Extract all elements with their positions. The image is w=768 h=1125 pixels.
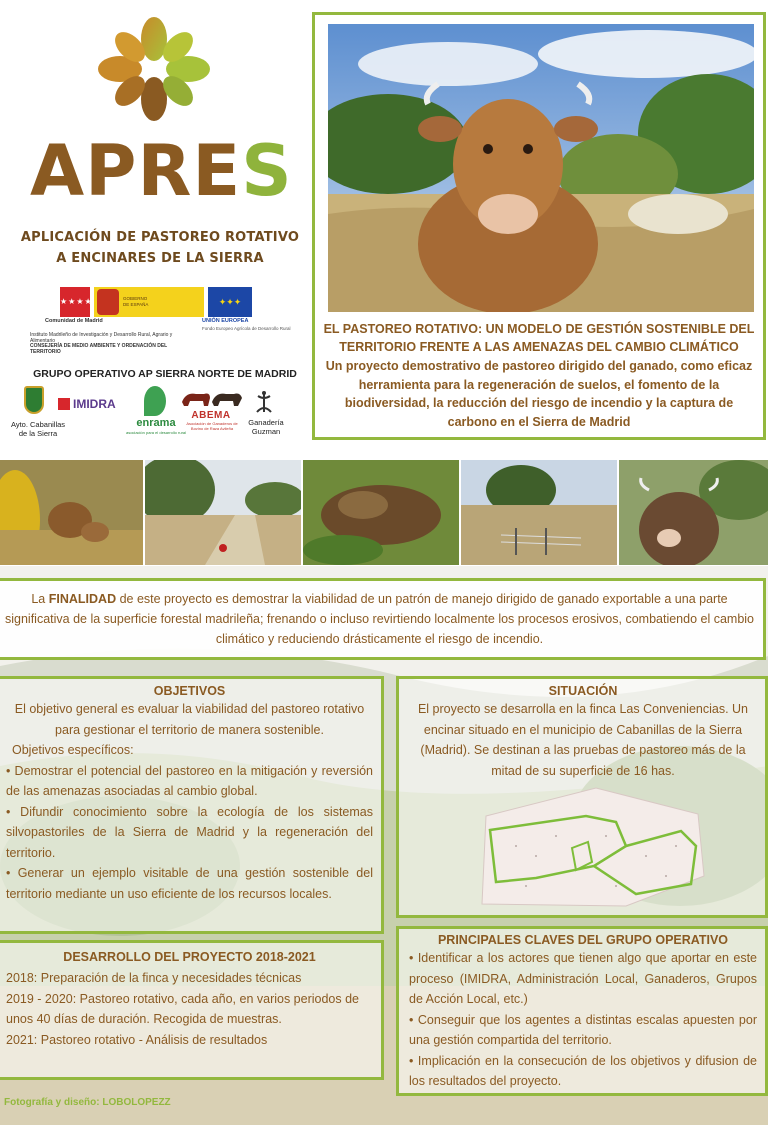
eu-fund-label: Fondo Europeo Agrícola de Desarrollo Rural bbox=[202, 326, 291, 331]
desarrollo-panel bbox=[0, 940, 384, 1080]
claves-item: • Implicación en la consecución de los objetivos y difusion de los resultados del proyecto. bbox=[409, 1053, 757, 1088]
objetivos-specific-heading: Objetivos específicos: bbox=[12, 743, 134, 757]
objetivos-general: El objetivo general es evaluar la viabilidad del pastoreo rotativo para gestionar el territorio de manera sostenible. bbox=[14, 702, 365, 737]
apres-title-main: APRE bbox=[30, 130, 242, 212]
strip-photo-path bbox=[145, 460, 301, 565]
claves-item: • Identificar a los actores que tienen algo que aportar en este proceso (IMIDRA, Administración Local, Ganaderos, Grupos de Acción Local, etc.) bbox=[409, 951, 757, 1006]
finca-plot-map bbox=[476, 786, 708, 910]
finalidad-text: de este proyecto es demostrar la viabilidad de un patrón de manejo dirigido de ganado exportable a una parte significativa de la superficie forestal madrileña; frenando o incluso revirtiendo localmente los procesos erosivos, combatiendo el cambio climático y reduciendo drásticamente el riesgo de incendio. bbox=[5, 592, 754, 646]
subtitle-line-1: APLICACIÓN DE PASTOREO ROTATIVO bbox=[20, 230, 300, 245]
desarrollo-item: 2018: Preparación de la finca y necesidades técnicas bbox=[6, 971, 302, 985]
abema-cows-icon bbox=[180, 388, 244, 408]
objetivos-panel bbox=[0, 676, 384, 934]
objetivos-item: • Difundir conocimiento sobre la ecología de los sistemas silvopastoriles de la Sierra de Madrid y la regeneración del territorio. bbox=[6, 804, 373, 860]
imidra-name: IMIDRA bbox=[73, 397, 116, 411]
group-title: GRUPO OPERATIVO AP SIERRA NORTE DE MADRID bbox=[33, 368, 297, 380]
cabanillas-shield-icon bbox=[24, 386, 44, 414]
abema-name: ABEMA bbox=[191, 410, 231, 421]
madrid-label: Comunidad de Madrid bbox=[45, 318, 103, 324]
claves-panel bbox=[396, 926, 768, 1096]
apres-flower-logo bbox=[88, 14, 220, 124]
claves-title: PRINCIPALES CLAVES DEL GRUPO OPERATIVO bbox=[437, 933, 729, 947]
madrid-department: CONSEJERÍA DE MEDIO AMBIENTE Y ORDENACIÓN DEL TERRITORIO bbox=[30, 343, 168, 355]
strip-photo-cow-closeup bbox=[619, 460, 768, 565]
gobierno-espana-logo: GOBIERNO DE ESPAÑA bbox=[94, 287, 204, 317]
finalidad-box bbox=[0, 578, 766, 660]
subtitle-line-2: A ENCINARES DE LA SIERRA bbox=[56, 251, 264, 266]
objetivos-item: • Generar un ejemplo visitable de una gestión sostenible del territorio mediante un uso eficiente de los recursos locales. bbox=[6, 866, 373, 901]
strip-photo-soil bbox=[303, 460, 459, 565]
guzman-name: Ganadería Guzman bbox=[248, 418, 284, 436]
finalidad-keyword: FINALIDAD bbox=[48, 592, 117, 606]
desarrollo-title: DESARROLLO DEL PROYECTO 2018-2021 bbox=[63, 950, 316, 964]
cabanillas-name: Ayto. Cabanillas de la Sierra bbox=[10, 420, 66, 438]
enrama-tagline: asociación para el desarrollo rural bbox=[125, 430, 187, 435]
eu-flag: ✦✦✦ bbox=[208, 287, 252, 317]
apres-title-accent: S bbox=[241, 130, 293, 212]
situacion-title: SITUACIÓN bbox=[548, 684, 618, 698]
photo-credit: Fotografía y diseño: LOBOLOPEZZ bbox=[4, 1097, 171, 1108]
strip-photo-fence bbox=[461, 460, 617, 565]
hero-description: Un proyecto demostrativo de pastoreo dirigido del ganado, como eficaz herramienta para la regeneración de suelos, el fomento de la biodiversidad, la reducción del riesgo de incendio y la captura de carbono en el Sierra de Madrid bbox=[325, 359, 753, 429]
desarrollo-item: 2021: Pastoreo rotativo - Análisis de resultados bbox=[6, 1032, 268, 1047]
desarrollo-item: 2019 - 2020: Pastoreo rotativo, cada año, en varios periodos de unos 40 días de duración. Recogida de muestras. bbox=[6, 991, 360, 1026]
strip-photo-cows-grazing bbox=[0, 460, 143, 565]
situacion-text: El proyecto se desarrolla en la finca Las Conveniencias. Un encinar situado en el municipio de Cabanillas de la Sierra (Madrid). Se destinan a las pruebas de pastoreo más de la mitad de su superficie de 16 has. bbox=[417, 702, 749, 778]
eu-label: UNIÓN EUROPEA bbox=[202, 318, 249, 324]
abema-tagline: Asociación de Ganaderos de Bovino de Raza Avileña bbox=[186, 421, 238, 431]
guzman-brand-icon bbox=[252, 390, 276, 416]
enrama-leaf-icon bbox=[144, 386, 166, 416]
objetivos-item: • Demostrar el potencial del pastoreo en la mitigación y reversión de las amenazas asociadas al cambio global. bbox=[6, 763, 373, 798]
madrid-description: Instituto Madrileño de Investigación y Desarrollo Rural, Agrario y Alimentario bbox=[30, 332, 173, 344]
enrama-name: enrama bbox=[136, 417, 176, 429]
finalidad-prefix: La bbox=[31, 592, 49, 606]
hero-title: EL PASTOREO ROTATIVO: UN MODELO DE GESTIÓN SOSTENIBLE DEL TERRITORIO FRENTE A LAS AMENAZAS DEL CAMBIO CLIMÁTICO bbox=[323, 322, 755, 354]
claves-item: • Conseguir que los agentes a distintas escalas apuesten por una gestión compartida del territorio. bbox=[409, 1012, 757, 1047]
cow-hero-photo bbox=[328, 24, 754, 312]
objetivos-title: OBJETIVOS bbox=[153, 684, 226, 698]
imidra-logo bbox=[58, 395, 124, 413]
comunidad-madrid-flag: ★★★★ bbox=[60, 287, 90, 317]
apres-title bbox=[30, 130, 293, 212]
